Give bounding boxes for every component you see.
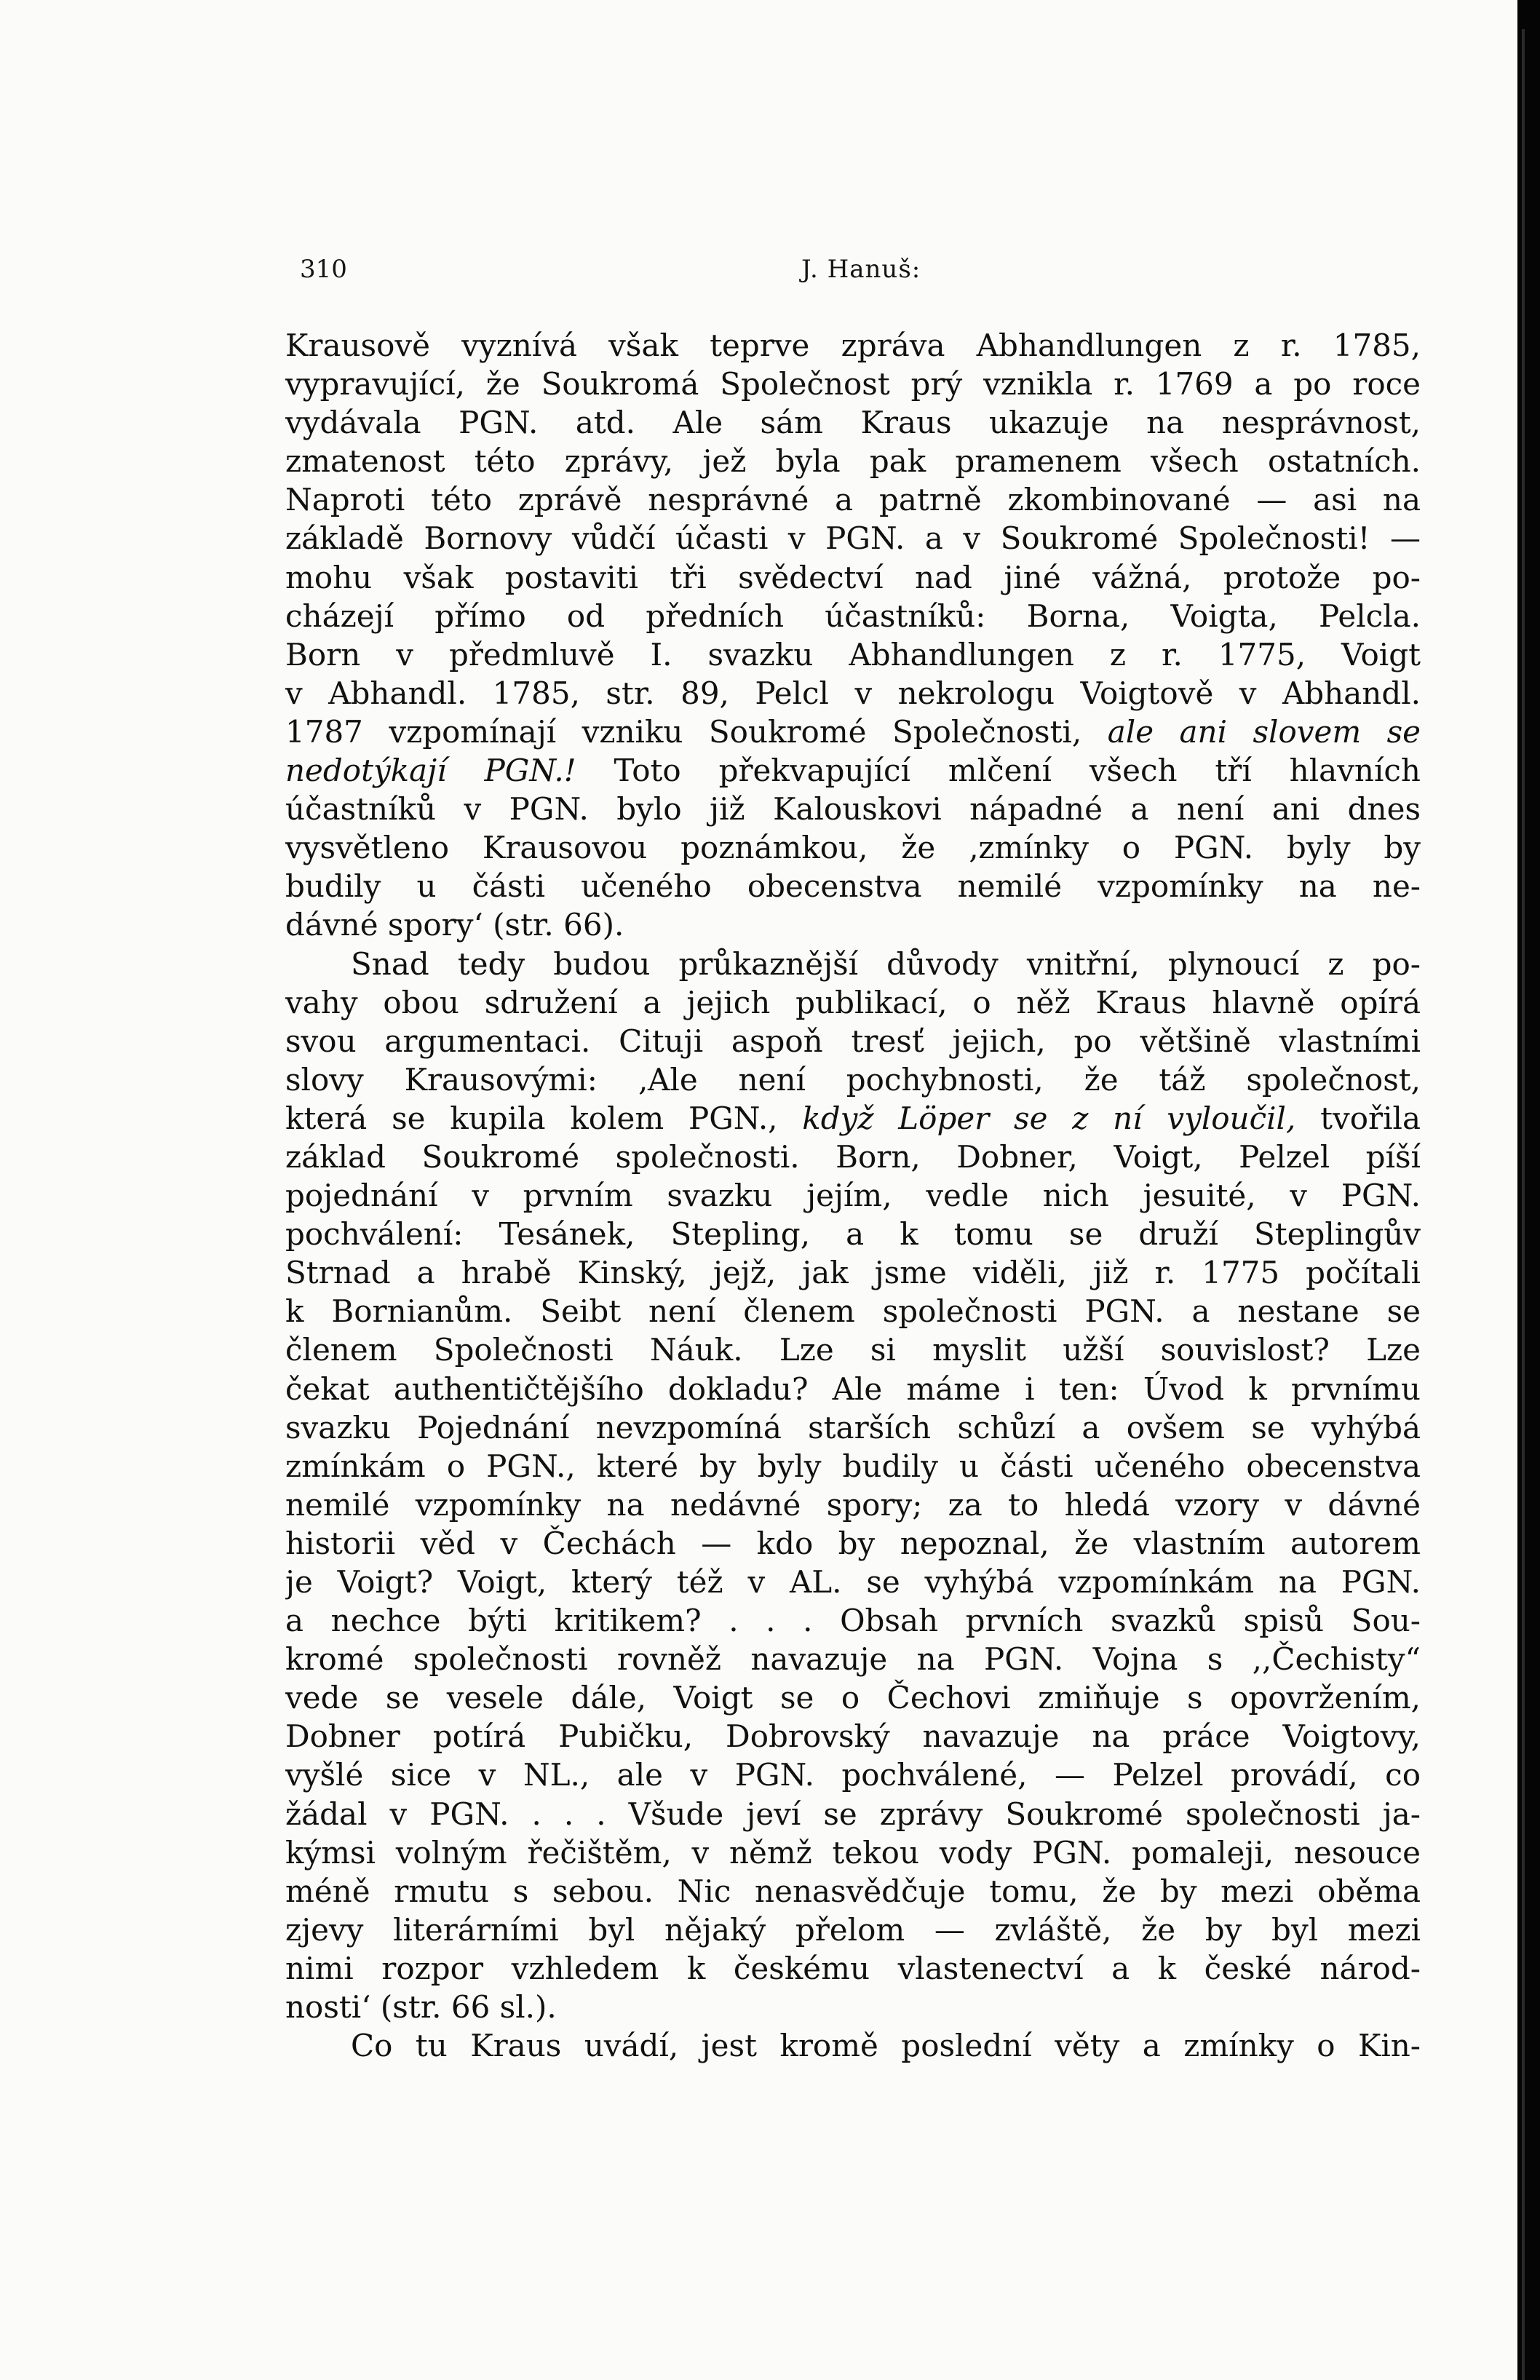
text-line xyxy=(285,1408,1421,1447)
line-text: zmatenost této zprávy, jež byla pak pramenem všech ostatních. xyxy=(285,443,1421,480)
text-line xyxy=(285,442,1421,480)
line-text: Toto překvapující mlčení všech tří hlavních xyxy=(576,753,1421,789)
text-line xyxy=(285,1176,1421,1215)
text-line xyxy=(285,1911,1421,1949)
text-line xyxy=(285,905,1421,944)
text-line xyxy=(285,1601,1421,1640)
text-line xyxy=(285,983,1421,1022)
line-text: Co tu Kraus uvádí, jest kromě poslední věty a zmínky o Kin- xyxy=(351,2028,1421,2064)
body-text xyxy=(285,326,1421,2065)
line-text: v Abhandl. 1785, str. 89, Pelcl v nekrologu Voigtově v Abhandl. xyxy=(285,675,1421,711)
text-line xyxy=(285,558,1421,597)
line-text: nimi rozpor vzhledem k českému vlastenectví a k české národ- xyxy=(285,1950,1421,1986)
line-text: účastníků v PGN. bylo již Kalouskovi nápadné a není ani dnes xyxy=(285,791,1421,828)
line-text: historii věd v Čechách — kdo by nepoznal, že vlastním autorem xyxy=(285,1525,1421,1561)
line-text: členem Společnosti Náuk. Lze si myslit užší souvislost? Lze xyxy=(285,1332,1421,1368)
page-right-margin-edge xyxy=(1517,0,1540,2380)
page-number: 310 xyxy=(300,255,347,284)
line-text: tvořila xyxy=(1295,1100,1421,1136)
text-line xyxy=(285,1678,1421,1717)
line-text: vysvětleno Krausovou poznámkou, že ‚zmínky o PGN. byly by xyxy=(285,830,1421,866)
text-line xyxy=(285,480,1421,519)
text-line xyxy=(285,945,1421,983)
line-text: a nechce býti kritikem? . . . Obsah prvních svazků spisů Sou- xyxy=(285,1603,1421,1639)
line-text: Krausově vyznívá však teprve zpráva Abhandlungen z r. 1785, xyxy=(285,328,1421,363)
line-text: žádal v PGN. . . . Všude jeví se zprávy Soukromé společnosti ja- xyxy=(285,1796,1421,1832)
running-head: J. Hanuš: xyxy=(801,255,921,284)
line-text: svou argumentaci. Cituji aspoň tresť jejich, po většině vlastními xyxy=(285,1023,1421,1059)
text-line xyxy=(285,326,1421,365)
text-line xyxy=(285,2026,1421,2065)
text-line xyxy=(285,519,1421,558)
text-line xyxy=(285,1524,1421,1563)
text-line xyxy=(285,1138,1421,1176)
line-text: vydávala PGN. atd. Ale sám Kraus ukazuje na nesprávnost, xyxy=(285,405,1421,441)
text-line xyxy=(285,713,1421,751)
text-line xyxy=(285,674,1421,713)
line-text: základ Soukromé společnosti. Born, Dobner, Voigt, Pelzel píší xyxy=(285,1138,1421,1175)
line-text: Snad tedy budou průkaznější důvody vnitřní, plynoucí z po- xyxy=(351,945,1421,982)
line-text: je Voigt? Voigt, který též v AL. se vyhýbá vzpomínkám na PGN. xyxy=(285,1564,1421,1600)
line-text: mohu však postaviti tři svědectví nad jiné vážná, protože po- xyxy=(285,559,1421,595)
line-text: pojednání v prvním svazku jejím, vedle nich jesuité, v PGN. xyxy=(285,1178,1421,1214)
page-header xyxy=(300,255,1417,298)
line-text: vahy obou sdružení a jejich publikací, o něž Kraus hlavně opírá xyxy=(285,984,1421,1020)
line-text: zjevy literárními byl nějaký přelom — zvláště, že by byl mezi xyxy=(285,1911,1421,1948)
text-line xyxy=(285,1640,1421,1678)
line-text: pochválení: Tesánek, Stepling, a k tomu se druží Steplingův xyxy=(285,1216,1421,1253)
text-line xyxy=(285,1485,1421,1524)
text-line xyxy=(285,1099,1421,1138)
text-line xyxy=(285,1833,1421,1872)
italic-emphasis: když Löper se z ní vyloučil, xyxy=(802,1100,1296,1136)
line-text: 1787 vzpomínají vzniku Soukromé Společnosti, xyxy=(285,713,1108,750)
text-line xyxy=(285,403,1421,442)
text-line xyxy=(285,597,1421,635)
text-line xyxy=(285,1022,1421,1060)
line-text: k Bornianům. Seibt není členem společnosti PGN. a nestane se xyxy=(285,1293,1421,1330)
text-line xyxy=(285,1563,1421,1601)
text-line xyxy=(285,1795,1421,1833)
italic-emphasis: nedotýkají PGN.! xyxy=(285,753,576,789)
text-line xyxy=(285,635,1421,674)
text-line xyxy=(285,828,1421,867)
line-text: Dobner potírá Pubičku, Dobrovský navazuje na práce Voigtovy, xyxy=(285,1718,1421,1755)
line-text: Naproti této zprávě nesprávné a patrně zkombinované — asi na xyxy=(285,482,1421,518)
text-line xyxy=(285,1447,1421,1485)
line-text: dávné spory‘ (str. 66). xyxy=(285,907,624,943)
line-text: slovy Krausovými: ‚Ale není pochybnosti, že táž společnost, xyxy=(285,1061,1421,1098)
text-line xyxy=(285,1253,1421,1292)
line-text: zmínkám o PGN., které by byly budily u části učeného obecenstva xyxy=(285,1448,1421,1484)
text-line xyxy=(285,1872,1421,1911)
line-text: Strnad a hrabě Kinský, jejž, jak jsme viděli, již r. 1775 počítali xyxy=(285,1255,1421,1291)
italic-emphasis: ale ani slovem se xyxy=(1107,713,1421,750)
text-line xyxy=(285,1949,1421,1988)
text-line xyxy=(285,1370,1421,1408)
text-line xyxy=(285,790,1421,828)
line-text: vede se vesele dále, Voigt se o Čechovi zmiňuje s opovržením, xyxy=(285,1680,1421,1716)
text-line xyxy=(285,1330,1421,1369)
text-line xyxy=(285,1060,1421,1099)
line-text: vyšlé sice v NL., ale v PGN. pochválené, — Pelzel provádí, co xyxy=(285,1757,1421,1793)
text-line xyxy=(285,1756,1421,1794)
line-text: Born v předmluvě I. svazku Abhandlungen z r. 1775, Voigt xyxy=(285,636,1421,673)
line-text: budily u části učeného obecenstva nemilé vzpomínky na ne- xyxy=(285,868,1421,905)
line-text: cházejí přímo od předních účastníků: Borna, Voigta, Pelcla. xyxy=(285,598,1421,634)
text-line xyxy=(285,365,1421,403)
text-line xyxy=(285,1717,1421,1756)
line-text: kromé společnosti rovněž navazuje na PGN. Vojna s ,,Čechisty“ xyxy=(285,1641,1421,1678)
line-text: nemilé vzpomínky na nedávné spory; za to hledá vzory v dávné xyxy=(285,1486,1421,1523)
text-line xyxy=(285,867,1421,905)
line-text: základě Bornovy vůdčí účasti v PGN. a v Soukromé Společnosti! — xyxy=(285,520,1421,557)
line-text: která se kupila kolem PGN., xyxy=(285,1100,803,1136)
line-text: méně rmutu s sebou. Nic nenasvědčuje tomu, že by mezi oběma xyxy=(285,1873,1421,1909)
line-text: svazku Pojednání nevzpomíná starších schůzí a ovšem se vyhýbá xyxy=(285,1409,1421,1445)
line-text: čekat authentičtějšího dokladu? Ale máme i ten: Úvod k prvnímu xyxy=(285,1371,1421,1407)
line-text: vypravující, že Soukromá Společnost prý vznikla r. 1769 a po roce xyxy=(285,366,1421,402)
page-edge-line xyxy=(1522,29,1525,2380)
text-line xyxy=(285,1988,1421,2026)
line-text: nosti‘ (str. 66 sl.). xyxy=(285,1989,557,2026)
text-line xyxy=(285,751,1421,790)
line-text: kýmsi volným řečištěm, v němž tekou vody PGN. pomaleji, nesouce xyxy=(285,1834,1421,1871)
text-line xyxy=(285,1215,1421,1253)
text-line xyxy=(285,1292,1421,1330)
